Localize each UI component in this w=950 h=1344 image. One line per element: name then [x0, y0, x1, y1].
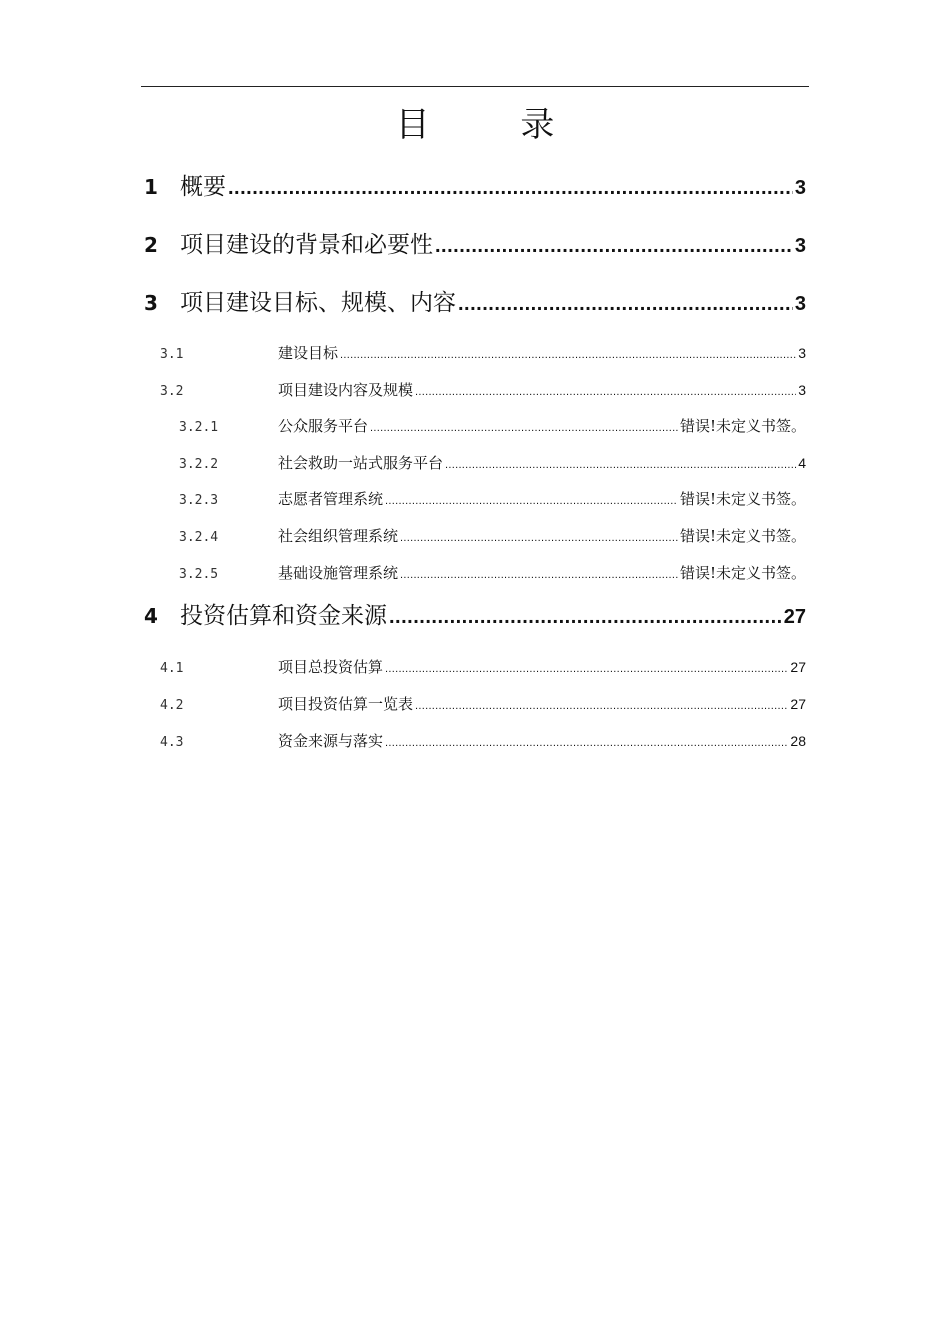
toc-leader [385, 495, 678, 507]
toc-entry-3-2-2[interactable] [179, 452, 806, 474]
toc-entry-3[interactable] [144, 284, 806, 316]
toc-entry-page: 错误!未定义书签。 [679, 564, 806, 582]
toc-entry-page: 错误!未定义书签。 [679, 490, 806, 508]
toc-entry-number: 3.1 [160, 347, 184, 362]
toc-entry-3-2[interactable] [160, 379, 806, 401]
toc-entry-label: 项目投资估算一览表 [278, 695, 414, 713]
toc-entry-page: 28 [790, 733, 806, 749]
toc-entry-page: 4 [798, 455, 806, 471]
toc-entry-page: 3 [798, 382, 806, 398]
toc-entry-1[interactable] [144, 168, 806, 200]
toc-entry-page: 27 [790, 659, 806, 675]
toc-entry-number: 4.1 [160, 661, 184, 676]
toc-entry-number: 3.2 [160, 384, 184, 399]
toc-leader [458, 293, 793, 316]
toc-entry-label: 投资估算和资金来源 [180, 603, 387, 629]
toc-entry-page: 27 [790, 696, 806, 712]
toc-entry-number: 2 [144, 233, 158, 257]
toc-entry-3-1[interactable] [160, 342, 806, 364]
toc-leader [340, 349, 796, 361]
toc-entry-4-2[interactable] [160, 693, 806, 715]
toc-leader [445, 459, 796, 471]
toc-leader [400, 569, 678, 581]
toc-entry-number: 3.2.2 [179, 457, 219, 472]
toc-entry-number: 3.2.4 [179, 530, 219, 545]
header-rule [141, 86, 809, 87]
toc-entry-page: 3 [794, 235, 806, 257]
toc-entry-number: 4.2 [160, 698, 184, 713]
toc-entry-label: 建设目标 [278, 344, 339, 362]
toc-entry-label: 公众服务平台 [278, 417, 369, 435]
toc-entry-label: 项目建设内容及规模 [278, 381, 414, 399]
toc-leader [370, 422, 678, 434]
toc-entry-page: 3 [794, 177, 806, 199]
toc-leader [415, 386, 796, 398]
toc-entry-number: 3.2.5 [179, 567, 219, 582]
toc-entry-3-2-4[interactable] [179, 525, 806, 547]
toc-entry-4[interactable] [144, 597, 806, 629]
toc-entry-label: 志愿者管理系统 [278, 490, 384, 508]
toc-entry-page: 错误!未定义书签。 [679, 527, 806, 545]
toc-entry-label: 概要 [180, 174, 226, 200]
toc-entry-4-3[interactable] [160, 730, 806, 752]
toc-entry-number: 3 [144, 291, 158, 315]
toc-leader [435, 235, 793, 258]
toc-entry-number: 3.2.1 [179, 420, 219, 435]
toc-entry-3-2-1[interactable] [179, 415, 806, 437]
toc-entry-label: 项目建设目标、规模、内容 [180, 290, 456, 316]
toc-entry-number: 4 [144, 604, 158, 628]
toc-entry-3-2-5[interactable] [179, 562, 806, 584]
toc-entry-number: 4.3 [160, 735, 184, 750]
toc-entry-label: 社会救助一站式服务平台 [278, 454, 444, 472]
toc-leader [415, 700, 788, 712]
toc-entry-2[interactable] [144, 226, 806, 258]
toc-entry-3-2-3[interactable] [179, 488, 806, 510]
toc-entry-label: 资金来源与落实 [278, 732, 384, 750]
toc-entry-page: 错误!未定义书签。 [679, 417, 806, 435]
toc-entry-label: 基础设施管理系统 [278, 564, 399, 582]
toc-entry-page: 3 [794, 293, 806, 315]
toc-entry-page: 3 [798, 345, 806, 361]
toc-entry-label: 社会组织管理系统 [278, 527, 399, 545]
toc-leader [385, 737, 788, 749]
toc-entry-4-1[interactable] [160, 656, 806, 678]
toc-leader [400, 532, 678, 544]
toc-entry-number: 3.2.3 [179, 493, 219, 508]
toc-entry-number: 1 [144, 175, 158, 199]
toc-leader [228, 177, 793, 200]
toc-title: 目 录 [395, 105, 595, 145]
toc-entry-label: 项目总投资估算 [278, 658, 384, 676]
toc-entry-label: 项目建设的背景和必要性 [180, 232, 433, 258]
toc-leader [385, 663, 788, 675]
toc-leader [389, 606, 782, 629]
toc-entry-page: 27 [783, 606, 806, 628]
